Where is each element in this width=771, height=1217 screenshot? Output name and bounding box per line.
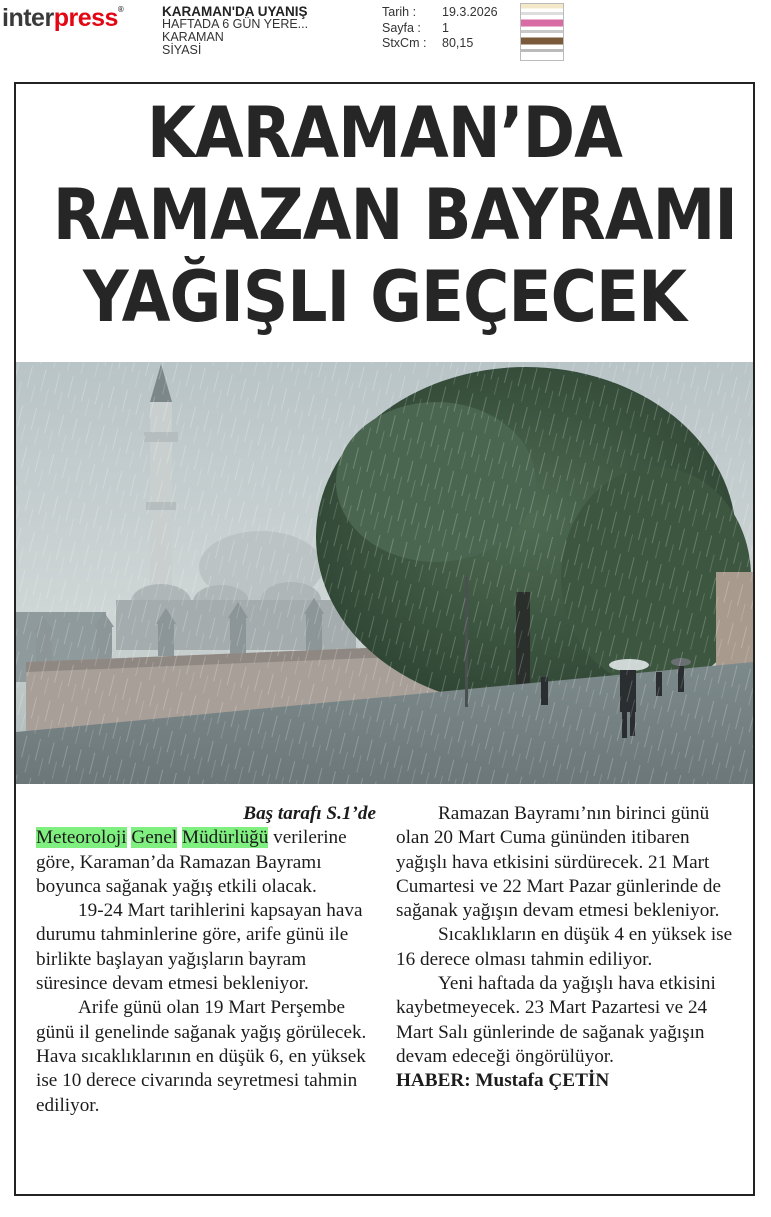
publication-frequency: HAFTADA 6 GÜN YERE... [162,17,309,31]
paragraph-2: 19-24 Mart tarihlerini kapsayan hava durumu tahminlerine göre, arife günü ile birlikte başlayan yağışların bayram süresince devam etmesi bekleniyor. [36,900,363,995]
headline-line-3: YAĞIŞLI GEÇECEK [83,256,687,338]
paragraph-6: Yeni haftada da yağışlı hava etkisini kaybetmeyecek. 23 Mart Pazartesi ve 24 Mart Salı günlerinde de sağanak yağışın devam edeceği öngörülüyor. [396,973,716,1067]
headline-line-1: KARAMAN’DA [146,92,623,174]
highlight-word: Meteoroloji [36,827,127,849]
highlight-word: Müdürlüğü [182,827,269,849]
article-column-1 [36,802,376,1118]
author-byline: HABER: Mustafa ÇETİN [396,1070,610,1092]
stxcm-row: StxCm : 80,15 [382,36,474,50]
publication-category: SİYASİ [162,43,202,57]
mosque-rain-photo [16,362,753,784]
article-clipping [14,82,755,1196]
paragraph-5: Sıcaklıkların en düşük 4 en yüksek ise 16 derece olması tahmin ediliyor. [396,924,733,970]
page-value: 1 [442,20,449,35]
publication-name: KARAMAN'DA UYANIŞ [162,4,308,19]
headline-line-2: RAMAZAN BAYRAMI [52,174,737,256]
paragraph-4: Ramazan Bayramı’nın birinci günü olan 20 Mart Cuma gününden itibaren yağışlı hava etkisini sürdürecek. 21 Mart Cumartesi ve 22 Mart Pazar günlerinde de sağanak yağışın devam etmesi bekleniyor. [396,803,722,922]
stxcm-value: 80,15 [442,36,474,50]
page-thumbnail-icon[interactable] [520,3,564,61]
page-row: Sayfa : 1 [382,20,449,35]
article-column-2 [396,802,744,1094]
publication-city: KARAMAN [162,30,224,44]
paragraph-3: Arife günü olan 19 Mart Perşembe günü il genelinde sağanak yağış görülecek. Hava sıcaklıklarının en düşük 6, en yüksek ise 10 derece civarında seyretmesi tahmin ediliyor. [36,997,367,1116]
date-row: Tarih : 19.3.2026 [382,5,498,19]
headline [16,92,753,338]
clipping-meta [382,5,498,52]
continued-from: Baş tarafı S.1’de [243,803,376,824]
paragraph-1: Meteoroloji Genel Müdürlüğü verilerine göre, Karaman’da Ramazan Bayramı boyunca sağanak yağış etkili olacak. [36,827,347,897]
interpress-logo: interpress® [2,4,124,32]
highlight-word: Genel [131,827,178,849]
date-value: 19.3.2026 [442,5,498,19]
publication-meta [162,5,308,57]
